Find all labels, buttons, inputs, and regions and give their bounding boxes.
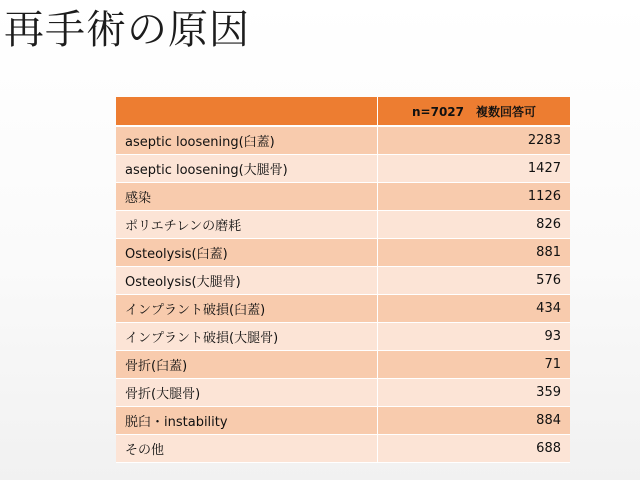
row-label: Osteolysis(臼蓋): [116, 239, 378, 267]
slide-title: 再手術の原因: [4, 7, 250, 53]
table-row: [116, 379, 570, 407]
header-count-column: n=7027 複数回答可: [378, 97, 570, 127]
row-label: 感染: [116, 183, 378, 211]
row-label: インプラント破損(大腿骨): [116, 323, 378, 351]
row-label: aseptic loosening(大腿骨): [116, 155, 378, 183]
row-value: 826: [378, 211, 570, 239]
table-row: [116, 267, 570, 295]
table-row: [116, 211, 570, 239]
header-cause-column: [116, 97, 378, 127]
row-label: ポリエチレンの磨耗: [116, 211, 378, 239]
table-row: [116, 155, 570, 183]
row-value: 434: [378, 295, 570, 323]
row-label: Osteolysis(大腿骨): [116, 267, 378, 295]
row-value: 1126: [378, 183, 570, 211]
table-header-row: [116, 97, 570, 127]
row-label: インプラント破損(臼蓋): [116, 295, 378, 323]
table-row: [116, 127, 570, 155]
revision-causes-table: [116, 97, 570, 463]
row-value: 881: [378, 239, 570, 267]
row-value: 884: [378, 407, 570, 435]
table-row: [116, 351, 570, 379]
table-row: [116, 435, 570, 463]
table-row: [116, 323, 570, 351]
row-label: その他: [116, 435, 378, 463]
row-value: 93: [378, 323, 570, 351]
table-row: [116, 295, 570, 323]
table-row: [116, 183, 570, 211]
row-value: 71: [378, 351, 570, 379]
table-row: [116, 239, 570, 267]
row-label: 骨折(臼蓋): [116, 351, 378, 379]
row-value: 2283: [378, 127, 570, 155]
row-value: 1427: [378, 155, 570, 183]
table-row: [116, 407, 570, 435]
row-label: 骨折(大腿骨): [116, 379, 378, 407]
row-label: aseptic loosening(臼蓋): [116, 127, 378, 155]
row-value: 359: [378, 379, 570, 407]
row-value: 576: [378, 267, 570, 295]
row-label: 脱臼・instability: [116, 407, 378, 435]
row-value: 688: [378, 435, 570, 463]
